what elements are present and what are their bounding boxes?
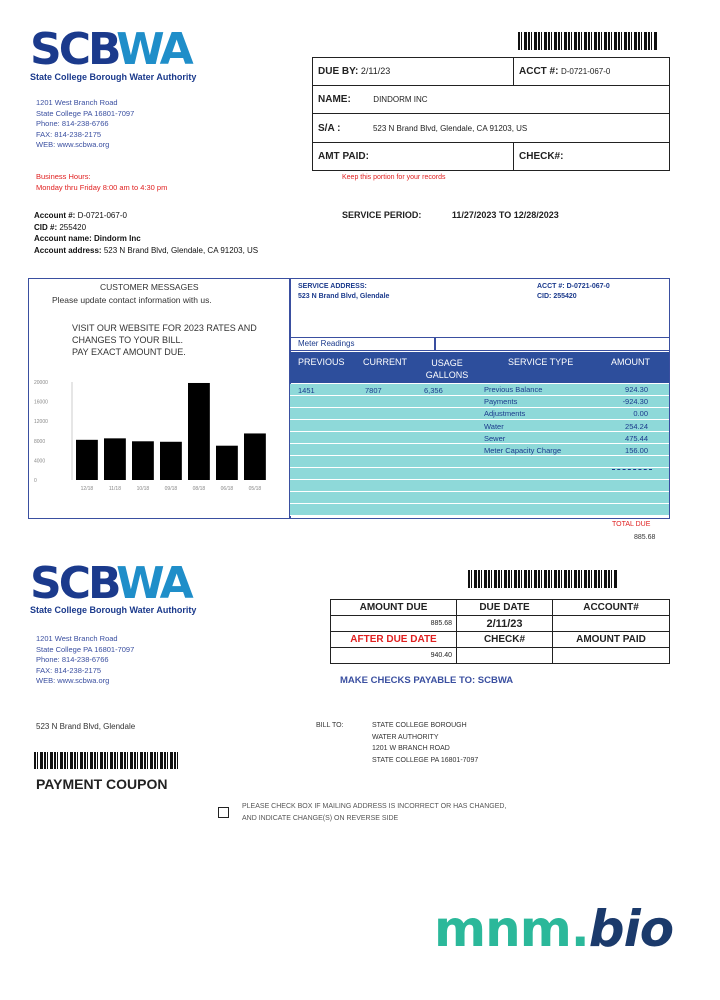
customer-message: VISIT OUR WEBSITE FOR 2023 RATES AND CHANGES TO YOUR BILL. PAY EXACT AMOUNT DUE.	[72, 323, 257, 357]
usage-bar	[160, 442, 182, 480]
company-name: State College Borough Water Authority	[30, 605, 197, 615]
x-tick-label: 12/18	[80, 486, 94, 492]
barcode-payment	[34, 752, 180, 769]
col-usage: USAGE GALLONS	[425, 358, 469, 380]
watermark-logo: mnm.bio	[434, 900, 674, 958]
service-account: ACCT #: D-0721-067-0 CID: 255420	[537, 283, 610, 300]
charge-amount: 0.00	[633, 409, 648, 419]
company-name: State College Borough Water Authority	[30, 72, 197, 82]
charge-items	[484, 385, 654, 458]
charge-type: Payments	[484, 397, 518, 407]
charges-row	[290, 504, 669, 516]
account-info: Account #: D-0721-067-0 CID #: 255420 Account name: Dindorm Inc Account address: 523 N Brand Blvd, Glendale, CA 91203, US	[34, 211, 259, 255]
amount-underline	[612, 469, 652, 470]
charges-row	[290, 492, 669, 504]
x-tick-label: 08/18	[192, 486, 206, 492]
meter-readings-label: Meter Readings	[298, 339, 355, 348]
previous-reading: 1451	[298, 386, 315, 395]
charge-type: Sewer	[484, 433, 506, 443]
charge-amount: 924.30	[625, 385, 648, 394]
company-logo: SCBWA	[30, 558, 191, 609]
x-tick-label: 09/18	[164, 486, 178, 492]
service-period: SERVICE PERIOD: 11/27/2023 TO 12/28/2023	[342, 210, 559, 220]
service-address: SERVICE ADDRESS: 523 N Brand Blvd, Glendale	[298, 283, 390, 300]
charge-item	[484, 385, 654, 397]
keep-portion-note: Keep this portion for your records	[342, 174, 446, 181]
charge-item	[484, 397, 654, 409]
charge-type: Meter Capacity Charge	[484, 445, 562, 455]
usage-gallons: 6,356	[424, 386, 443, 395]
charge-type: Water	[484, 421, 504, 431]
charge-item	[484, 446, 654, 458]
customer-messages-title: CUSTOMER MESSAGES	[100, 282, 199, 292]
address-change-checkbox[interactable]	[218, 807, 229, 818]
charge-item	[484, 409, 654, 421]
col-current: CURRENT	[363, 357, 407, 367]
bill-to-address: STATE COLLEGE BOROUGH WATER AUTHORITY 1201 W BRANCH ROAD STATE COLLEGE PA 16801-7097	[372, 722, 479, 764]
x-tick-label: 11/18	[108, 486, 121, 492]
charges-row	[290, 480, 669, 492]
y-tick-label: 20000	[34, 380, 48, 386]
charge-amount: -924.30	[622, 397, 648, 407]
meter-readings-divider	[434, 337, 436, 351]
total-due-value: 885.68	[634, 534, 656, 541]
x-tick-label: 10/18	[136, 486, 150, 492]
total-due-label: TOTAL DUE	[612, 521, 651, 528]
customer-message: Please update contact information with us.	[52, 295, 212, 305]
company-address: 1201 West Branch Road State College PA 16801-7097 Phone: 814-238-6766 FAX: 814-238-2175 WEB: www.scbwa.org	[36, 634, 135, 686]
usage-bar-chart	[30, 372, 280, 512]
charge-amount: 475.44	[625, 433, 648, 443]
col-previous: PREVIOUS	[298, 357, 345, 367]
usage-bar	[216, 446, 238, 480]
x-tick-label: 06/18	[220, 486, 234, 492]
charge-type: Adjustments	[484, 409, 526, 419]
coupon-table: AMOUNT DUE DUE DATE ACCOUNT# 885.68 2/11/23 AFTER DUE DATE CHECK# AMOUNT PAID 940.40	[330, 599, 670, 664]
x-tick-label: 05/18	[248, 486, 262, 492]
y-tick-label: 0	[34, 478, 37, 484]
barcode-top	[518, 32, 658, 50]
y-tick-label: 16000	[34, 399, 48, 406]
usage-bar	[76, 440, 98, 480]
bill-to-label: BILL TO:	[316, 722, 344, 729]
y-tick-label: 8000	[34, 438, 46, 445]
company-address: 1201 West Branch Road State College PA 16801-7097 Phone: 814-238-6766 FAX: 814-238-2175 WEB: www.scbwa.org	[36, 98, 135, 150]
payment-coupon-title: PAYMENT COUPON	[36, 776, 168, 792]
usage-bar	[104, 438, 126, 480]
usage-bar	[244, 433, 266, 480]
charge-amount: 156.00	[625, 445, 648, 455]
charge-item	[484, 422, 654, 434]
checks-payable: MAKE CHECKS PAYABLE TO: SCBWA	[340, 675, 514, 686]
barcode-coupon	[468, 570, 618, 588]
charge-item	[484, 434, 654, 446]
y-tick-label: 12000	[34, 419, 48, 426]
col-amount: AMOUNT	[611, 357, 650, 367]
company-logo: SCBWA	[30, 24, 191, 75]
remittance-summary-box: DUE BY: 2/11/23 ACCT #: D-0721-067-0 NAME: DINDORM INC S/A : 523 N Brand Blvd, Glendale, CA 91203, US AMT PAID: CHECK#:	[312, 57, 670, 171]
y-tick-label: 4000	[34, 458, 46, 465]
customer-address: 523 N Brand Blvd, Glendale	[36, 722, 136, 731]
charge-amount: 254.24	[625, 421, 648, 431]
usage-bar	[132, 441, 154, 480]
col-service-type: SERVICE TYPE	[508, 357, 574, 367]
charge-type: Previous Balance	[484, 385, 543, 394]
usage-bar	[188, 383, 210, 480]
current-reading: 7807	[365, 386, 382, 395]
address-change-note: PLEASE CHECK BOX IF MAILING ADDRESS IS INCORRECT OR HAS CHANGED, AND INDICATE CHANGE(S) ON REVERSE SIDE	[242, 803, 507, 822]
business-hours: Business Hours: Monday thru Friday 8:00 am to 4:30 pm	[36, 172, 168, 192]
